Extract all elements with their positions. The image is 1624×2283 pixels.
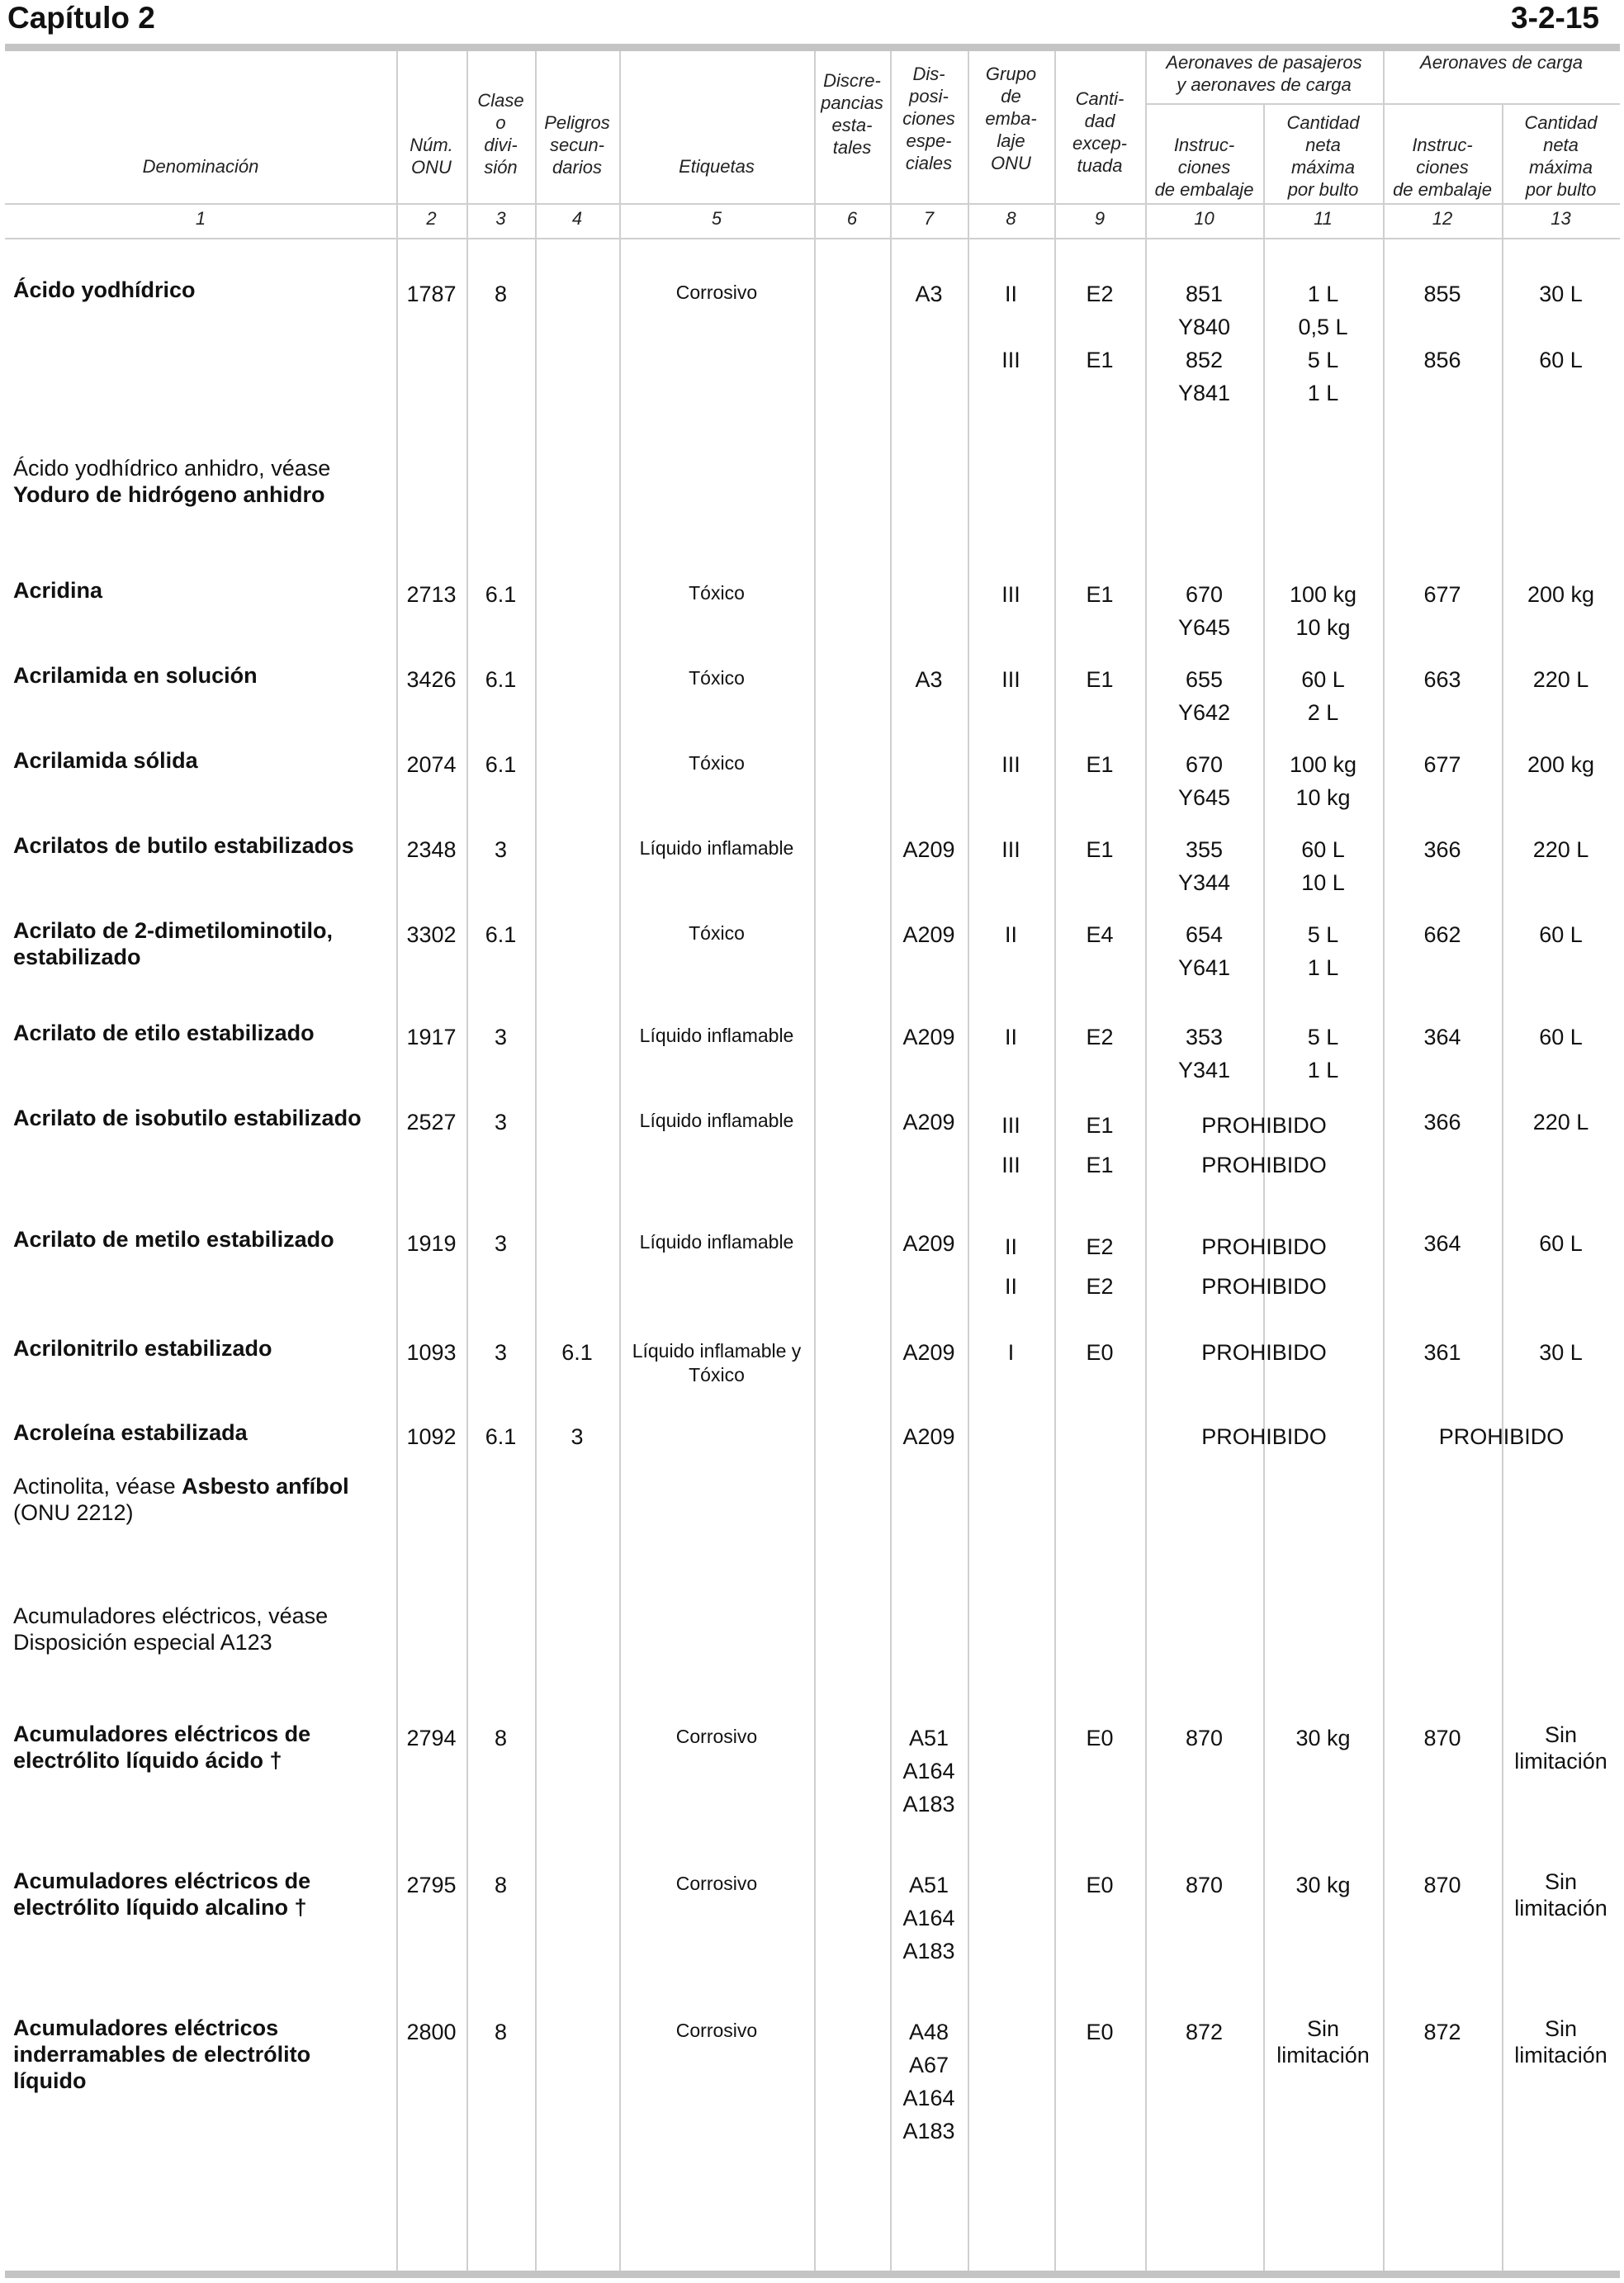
passenger-max-quantity: 5 L 1 L [1307, 1025, 1339, 1082]
hazard-label: Líquido inflamable [639, 1231, 794, 1253]
entry-name [13, 1419, 393, 1446]
hazard-class: 8 [494, 2020, 508, 2044]
excepted-quantity: E1 [1086, 752, 1114, 777]
cargo-packing-instruction: 677 [1423, 752, 1461, 777]
column-header: Denominación [142, 156, 259, 177]
passenger-max-quantity: Sin limitación [1276, 2016, 1370, 2067]
packing-group: III [1001, 667, 1020, 692]
special-provisions: A3 [915, 667, 943, 692]
passenger-max-quantity: 60 L 10 L [1301, 837, 1345, 895]
un-number: 3302 [406, 922, 457, 947]
entry-name-bold: Acrilato de isobutilo estabilizado [13, 1106, 362, 1130]
cargo-packing-instruction: 366 [1423, 1110, 1461, 1134]
passenger-max-quantity: 5 L 1 L [1307, 922, 1339, 980]
passenger-max-quantity: 100 kg 10 kg [1289, 582, 1357, 640]
hazard-class: 3 [494, 1110, 508, 1134]
entry-name [13, 2015, 393, 2094]
special-provisions: A3 [915, 282, 943, 306]
bottom-rule [5, 2271, 1620, 2278]
column-number: 13 [1551, 208, 1571, 229]
column-number: 5 [711, 208, 722, 229]
cargo-packing-instruction: 855 856 [1423, 282, 1461, 372]
passenger-max-quantity: 100 kg 10 kg [1289, 752, 1357, 810]
cargo-max-quantity: Sin limitación [1514, 1869, 1607, 1921]
hazard-label: Corrosivo [675, 1726, 758, 1747]
column-header: Etiquetas [679, 156, 755, 177]
cargo-aircraft-group-header: Aeronaves de carga [1420, 52, 1583, 73]
entry-name-text: Actinolita, véase [13, 1474, 176, 1499]
column-header: Clase o divi- sión [477, 90, 524, 178]
excepted-quantity: E1 [1086, 837, 1114, 862]
cargo-packing-instruction: 662 [1423, 922, 1461, 947]
special-provisions: A209 [902, 1340, 955, 1365]
excepted-quantity: E0 [1086, 1873, 1114, 1897]
cargo-max-quantity: 30 L 60 L [1539, 282, 1583, 372]
passenger-packing-instruction: 655 Y642 [1177, 667, 1231, 725]
hazard-label: Líquido inflamable [639, 1110, 794, 1131]
hazard-class: 3 [494, 1340, 508, 1365]
entry-name-bold: Acrilato de 2-dimetilominotilo, estabilizado [13, 918, 334, 969]
passenger-packing-instruction: 654 Y641 [1177, 922, 1231, 980]
passenger-packing-instruction: 355 Y344 [1177, 837, 1231, 895]
entry-name [13, 1335, 393, 1362]
cargo-packing-instruction: 663 [1423, 667, 1461, 692]
column-number: 4 [571, 208, 583, 229]
un-number: 2794 [406, 1726, 457, 1750]
special-provisions: A51 A164 A183 [902, 1726, 955, 1816]
un-number: 2348 [406, 837, 457, 862]
passenger-max-quantity: 60 L 2 L [1301, 667, 1345, 725]
passenger-packing-instruction: 353 Y341 [1177, 1025, 1231, 1082]
un-number: 2074 [406, 752, 457, 777]
hazard-label: Corrosivo [675, 282, 758, 303]
cargo-max-quantity: 220 L [1532, 1110, 1589, 1134]
hazard-class: 8 [494, 1726, 508, 1750]
special-provisions: A209 [902, 1110, 955, 1134]
cargo-max-quantity: Sin limitación [1514, 2016, 1607, 2067]
entry-name-text: Ácido yodhídrico anhidro, véase [13, 456, 331, 481]
entry-name [13, 1721, 393, 1774]
entry-name-bold: Acrilato de etilo estabilizado [13, 1021, 315, 1045]
column-divider [1263, 105, 1265, 2271]
entry-name [13, 662, 393, 689]
cargo-forbidden: PROHIBIDO [1438, 1424, 1565, 1449]
excepted-quantity: E1 E1 [1086, 1113, 1114, 1177]
packing-group: II [1004, 1025, 1017, 1049]
excepted-quantity: E1 [1086, 667, 1114, 692]
column-header: Discre- pancias esta- tales [821, 70, 883, 158]
column-header: Cantidad neta máxima por bulto [1286, 112, 1360, 200]
entry-name-bold: Ácido yodhídrico [13, 277, 196, 302]
passenger-max-quantity: 1 L 0,5 L 5 L 1 L [1298, 282, 1348, 405]
column-divider [396, 51, 398, 2271]
column-number: 1 [195, 208, 206, 229]
entry-name [13, 1105, 393, 1131]
passenger-forbidden: PROHIBIDO [1201, 1340, 1327, 1365]
packing-group: I [1007, 1340, 1015, 1365]
entry-name-text: (ONU 2212) [13, 1500, 134, 1525]
un-number: 2800 [406, 2020, 457, 2044]
page-number: 3-2-15 [1511, 1, 1599, 35]
column-header: Cantidad neta máxima por bulto [1524, 112, 1598, 200]
cargo-max-quantity: 220 L [1532, 667, 1589, 692]
entry-name-bold: Acrilamida sólida [13, 748, 198, 773]
cargo-packing-instruction: 872 [1423, 2020, 1461, 2044]
special-provisions: A209 [902, 922, 955, 947]
column-number: 3 [495, 208, 506, 229]
column-number: 9 [1094, 208, 1106, 229]
column-number: 7 [923, 208, 935, 229]
packing-group: III [1001, 752, 1020, 777]
packing-group: III [1001, 837, 1020, 862]
passenger-packing-instruction: 670 Y645 [1177, 582, 1231, 640]
entry-name-bold: Acridina [13, 578, 103, 603]
special-provisions: A209 [902, 837, 955, 862]
un-number: 1787 [406, 282, 457, 306]
entry-name [13, 1473, 393, 1526]
passenger-max-quantity: 30 kg [1295, 1726, 1351, 1750]
hazard-class: 6.1 [485, 1424, 517, 1449]
column-number: 11 [1314, 208, 1333, 229]
cargo-max-quantity: 220 L [1532, 837, 1589, 862]
entry-name-text: Acumuladores eléctricos, véase Disposición especial A123 [13, 1603, 329, 1655]
passenger-aircraft-group-header: Aeronaves de pasajeros y aeronaves de carga [1166, 52, 1362, 95]
hazard-class: 3 [494, 1025, 508, 1049]
cargo-max-quantity: 30 L [1539, 1340, 1583, 1365]
entry-name [13, 917, 393, 970]
entry-name [13, 577, 393, 604]
column-header: Grupo de emba- laje ONU [985, 64, 1037, 173]
cargo-packing-instruction: 677 [1423, 582, 1461, 607]
hazard-label: Tóxico [689, 752, 745, 774]
cargo-max-quantity: 200 kg [1527, 752, 1595, 777]
column-number: 2 [426, 208, 437, 229]
entry-name [13, 832, 393, 859]
un-number: 1917 [406, 1025, 457, 1049]
hazard-class: 6.1 [485, 667, 517, 692]
entry-name-bold: Acumuladores eléctricos de electrólito líquido ácido † [13, 1722, 311, 1773]
entry-name [13, 277, 393, 303]
cargo-packing-instruction: 870 [1423, 1873, 1461, 1897]
entry-name [13, 1020, 393, 1046]
special-provisions: A209 [902, 1025, 955, 1049]
cargo-max-quantity: 60 L [1539, 1231, 1583, 1256]
hazard-class: 8 [494, 1873, 508, 1897]
passenger-packing-instruction: 870 [1185, 1873, 1224, 1897]
cargo-packing-instruction: 364 [1423, 1231, 1461, 1256]
excepted-quantity: E2 E2 [1086, 1234, 1114, 1299]
entry-name-bold: Acrilatos de butilo estabilizados [13, 833, 354, 858]
column-header: Instruc- ciones de embalaje [1154, 135, 1254, 200]
entry-name [13, 1868, 393, 1921]
passenger-packing-instruction: 872 [1185, 2020, 1224, 2044]
column-divider [466, 51, 468, 2271]
cargo-max-quantity: 200 kg [1527, 582, 1595, 607]
hazard-class: 8 [494, 282, 508, 306]
column-number: 8 [1006, 208, 1016, 229]
entry-name [13, 455, 393, 508]
hazard-class: 3 [494, 837, 508, 862]
passenger-max-quantity: 30 kg [1295, 1873, 1351, 1897]
passenger-forbidden: PROHIBIDO PROHIBIDO [1201, 1113, 1327, 1177]
special-provisions: A209 [902, 1231, 955, 1256]
column-divider [1383, 51, 1385, 2271]
cargo-max-quantity: 60 L [1539, 922, 1583, 947]
packing-group: II II [1004, 1234, 1017, 1299]
column-divider [814, 51, 816, 2271]
hazard-label: Líquido inflamable y Tóxico [632, 1340, 802, 1385]
cargo-packing-instruction: 364 [1423, 1025, 1461, 1049]
passenger-packing-instruction: 851 Y840 852 Y841 [1177, 282, 1231, 405]
chapter-title: Capítulo 2 [7, 1, 155, 35]
subsidiary-hazard: 6.1 [561, 1340, 593, 1365]
hazard-label: Tóxico [689, 582, 745, 604]
un-number: 2527 [406, 1110, 457, 1134]
packing-group: II III [1001, 282, 1020, 372]
column-divider [535, 51, 537, 2271]
hazard-class: 6.1 [485, 922, 517, 947]
column-number: 10 [1194, 208, 1214, 229]
un-number: 1093 [406, 1340, 457, 1365]
column-header: Dis- posi- ciones espe- ciales [902, 64, 955, 173]
passenger-forbidden: PROHIBIDO [1201, 1424, 1327, 1449]
cargo-packing-instruction: 361 [1423, 1340, 1461, 1365]
excepted-quantity: E0 [1086, 1340, 1114, 1365]
column-divider [619, 51, 621, 2271]
entry-name [13, 1603, 393, 1655]
entry-name [13, 1226, 393, 1253]
entry-name-bold: Yoduro de hidrógeno anhidro [13, 482, 325, 507]
hazard-class: 6.1 [485, 582, 517, 607]
hazard-label: Líquido inflamable [639, 837, 794, 859]
subsidiary-hazard: 3 [571, 1424, 584, 1449]
column-header: Instruc- ciones de embalaje [1393, 135, 1492, 200]
passenger-packing-instruction: 670 Y645 [1177, 752, 1231, 810]
entry-name-bold: Acrilato de metilo estabilizado [13, 1227, 334, 1252]
cargo-max-quantity: Sin limitación [1514, 1722, 1607, 1774]
hazard-label: Tóxico [689, 667, 745, 689]
un-number: 2795 [406, 1873, 457, 1897]
excepted-quantity: E0 [1086, 2020, 1114, 2044]
top-rule [5, 44, 1620, 51]
un-number: 1919 [406, 1231, 457, 1256]
entry-name-bold: Asbesto anfíbol [182, 1474, 349, 1499]
un-number: 3426 [406, 667, 457, 692]
hazard-label: Corrosivo [675, 2020, 758, 2041]
hazard-label: Tóxico [689, 922, 745, 944]
column-number: 12 [1432, 208, 1453, 229]
entry-name [13, 747, 393, 774]
cargo-packing-instruction: 870 [1423, 1726, 1461, 1750]
column-header: Núm. ONU [410, 135, 453, 178]
un-number: 1092 [406, 1424, 457, 1449]
excepted-quantity: E2 [1086, 1025, 1114, 1049]
special-provisions: A209 [902, 1424, 955, 1449]
passenger-forbidden: PROHIBIDO PROHIBIDO [1201, 1234, 1327, 1299]
excepted-quantity: E1 [1086, 582, 1114, 607]
hazard-class: 6.1 [485, 752, 517, 777]
cargo-packing-instruction: 366 [1423, 837, 1461, 862]
column-header: Canti- dad excep- tuada [1072, 88, 1128, 176]
special-provisions: A48 A67 A164 A183 [902, 2020, 955, 2143]
packing-group: III [1001, 582, 1020, 607]
excepted-quantity: E0 [1086, 1726, 1114, 1750]
column-number: 6 [846, 208, 858, 229]
entry-name-bold: Acroleína estabilizada [13, 1420, 248, 1445]
passenger-packing-instruction: 870 [1185, 1726, 1224, 1750]
excepted-quantity: E2 E1 [1086, 282, 1114, 372]
hazard-label: Corrosivo [675, 1873, 758, 1894]
special-provisions: A51 A164 A183 [902, 1873, 955, 1963]
excepted-quantity: E4 [1086, 922, 1114, 947]
entry-name-bold: Acumuladores eléctricos inderramables de electrólito líquido [13, 2015, 311, 2093]
entry-name-bold: Acrilamida en solución [13, 663, 258, 688]
column-divider [1502, 105, 1503, 2271]
column-header: Peligros secun- darios [544, 112, 610, 178]
column-number-divider [5, 238, 1620, 239]
hazard-label: Líquido inflamable [639, 1025, 794, 1046]
hazard-class: 3 [494, 1231, 508, 1256]
header-divider [5, 203, 1620, 205]
packing-group: III III [1001, 1113, 1020, 1177]
un-number: 2713 [406, 582, 457, 607]
entry-name-bold: Acrilonitrilo estabilizado [13, 1336, 272, 1361]
cargo-max-quantity: 60 L [1539, 1025, 1583, 1049]
entry-name-bold: Acumuladores eléctricos de electrólito líquido alcalino † [13, 1869, 311, 1920]
packing-group: II [1004, 922, 1017, 947]
